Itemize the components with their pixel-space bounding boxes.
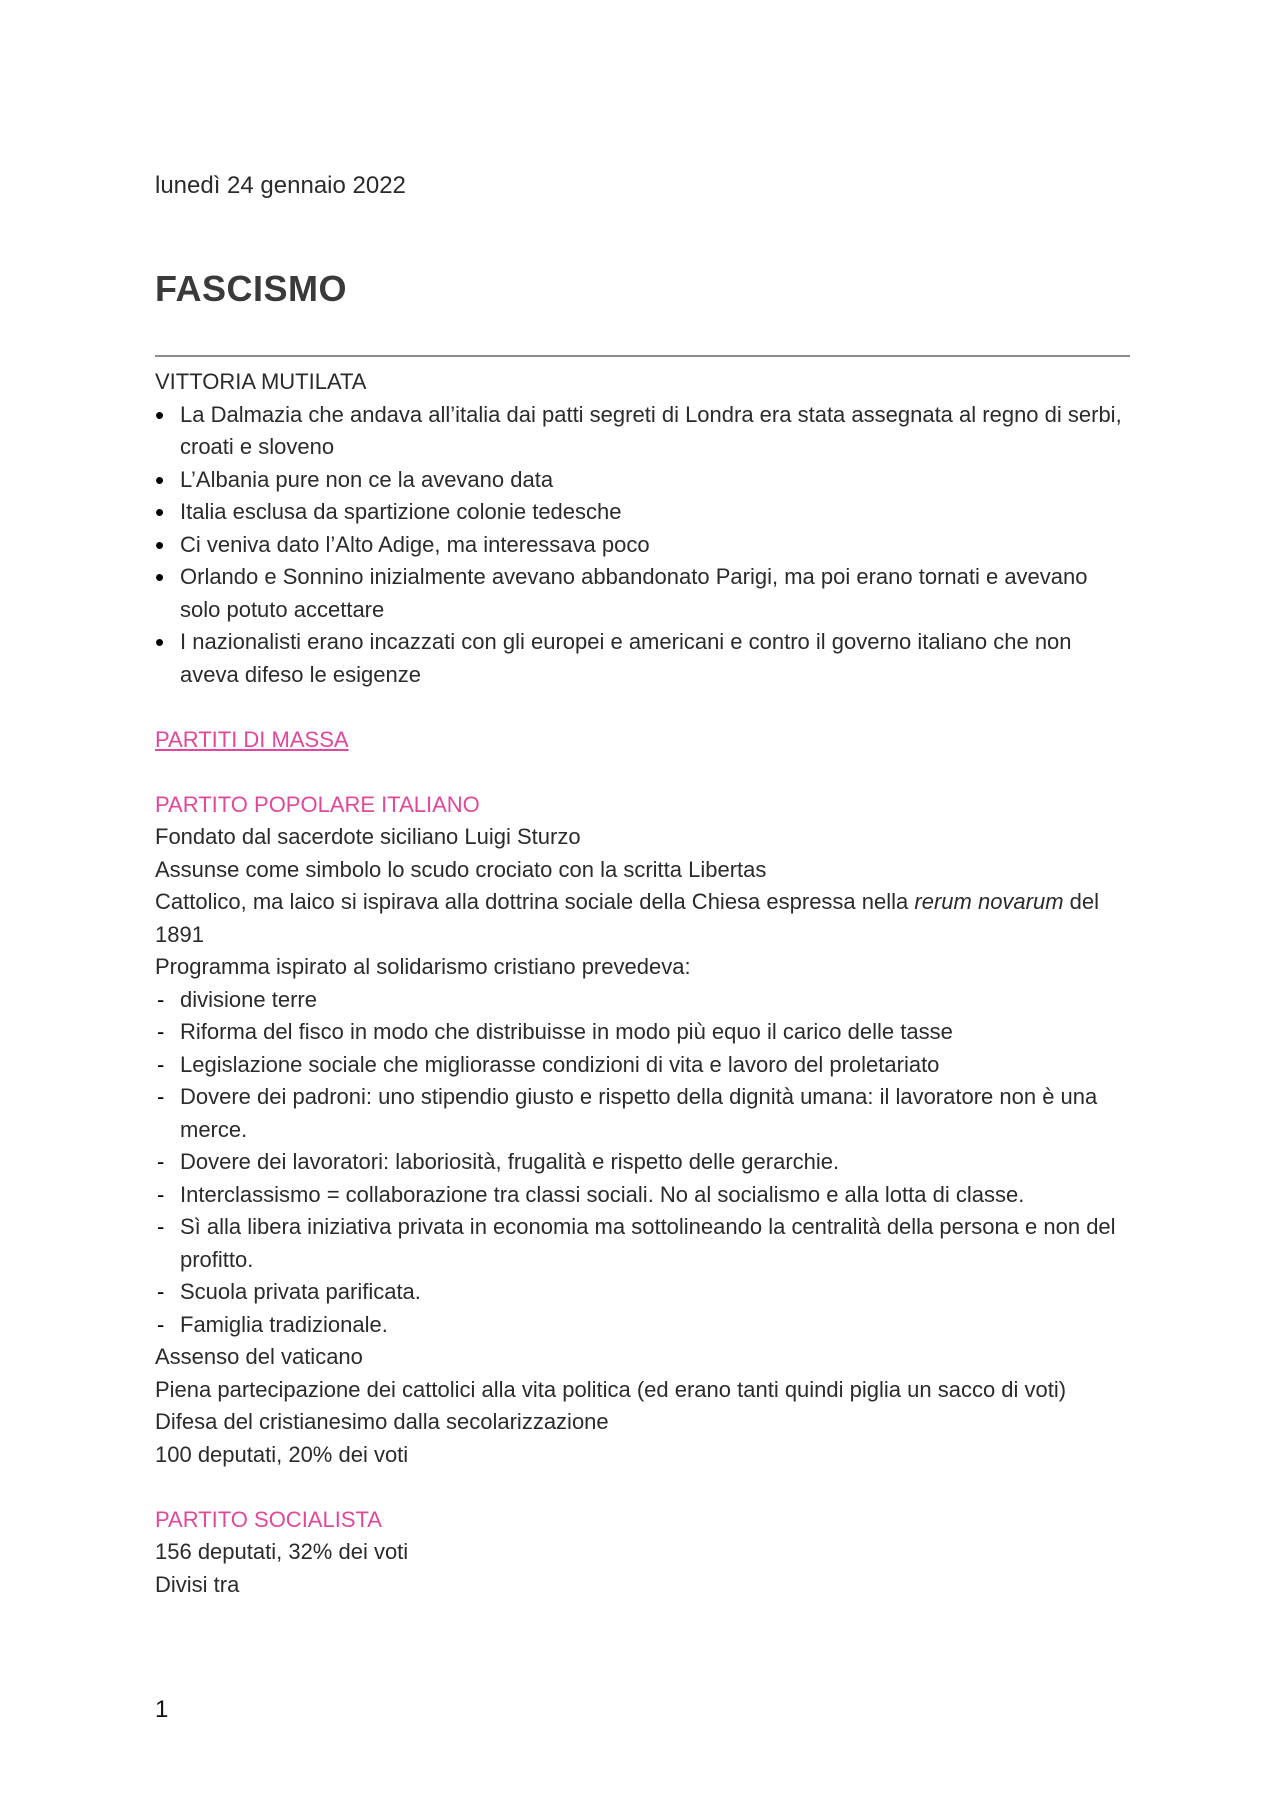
ppi-line: Piena partecipazione dei cattolici alla vita politica (ed erano tanti quindi piglia un sacco di voti) [155, 1376, 1067, 1402]
spacer [155, 1471, 1130, 1504]
list-item: • Ci veniva dato l’Alto Adige, ma interessava poco [155, 529, 1130, 562]
list-item: • L’Albania pure non ce la avevano data [155, 464, 1130, 497]
ppi-line: Assenso del vaticano [155, 1344, 363, 1369]
spacer [155, 691, 1130, 724]
section-heading-ppi: PARTITO POPOLARE ITALIANO [155, 791, 480, 817]
vittoria-mutilata-list [155, 399, 1130, 692]
list-item: • Orlando e Sonnino inizialmente avevano abbandonato Parigi, ma poi erano tornati e avevano solo potuto accettare [155, 561, 1130, 626]
list-item: - Legislazione sociale che migliorasse condizioni di vita e lavoro del proletariato [155, 1049, 1130, 1082]
ppi-line: 100 deputati, 20% dei voti [155, 1441, 409, 1467]
document-date: lunedì 24 gennaio 2022 [155, 172, 406, 199]
section-heading-vittoria-mutilata: VITTORIA MUTILATA [155, 369, 367, 394]
list-item: - Dovere dei padroni: uno stipendio giusto e rispetto della dignità umana: il lavoratore non è una merce. [155, 1081, 1130, 1146]
ppi-line: Programma ispirato al solidarismo cristiano prevedeva: [155, 954, 691, 979]
psi-line: 156 deputati, 32% dei voti [155, 1539, 409, 1564]
psi-line: Divisi tra [155, 1571, 240, 1597]
ppi-italic-text: rerum novarum [914, 889, 1064, 914]
ppi-line: Difesa del cristianesimo dalla secolarizzazione [155, 1409, 609, 1434]
ppi-program-list [155, 984, 1130, 1342]
section-heading-psi: PARTITO SOCIALISTA [155, 1506, 382, 1532]
list-item: - Scuola privata parificata. [155, 1276, 1130, 1309]
list-item: - divisione terre [155, 984, 1130, 1017]
title-divider [155, 355, 1130, 357]
list-item: • Italia esclusa da spartizione colonie tedesche [155, 496, 1130, 529]
ppi-line [155, 886, 1130, 951]
ppi-text: Cattolico, ma laico si ispirava alla dottrina sociale della Chiesa espressa nella [155, 889, 915, 914]
ppi-text: del 1891 [155, 889, 1100, 947]
list-item: - Riforma del fisco in modo che distribuisse in modo più equo il carico delle tasse [155, 1016, 1130, 1049]
list-item: - Sì alla libera iniziativa privata in economia ma sottolineando la centralità della persona e non del profitto. [155, 1211, 1130, 1276]
page-title: FASCISMO [155, 268, 348, 309]
list-item: - Famiglia tradizionale. [155, 1309, 1130, 1342]
list-item: • La Dalmazia che andava all’italia dai patti segreti di Londra era stata assegnata al regno di serbi, croati e sloveno [155, 399, 1130, 464]
list-item: • I nazionalisti erano incazzati con gli europei e americani e contro il governo italiano che non aveva difeso le esigenze [155, 626, 1130, 691]
ppi-line: Assunse come simbolo lo scudo crociato con la scritta Libertas [155, 856, 767, 882]
section-heading-partiti-di-massa: PARTITI DI MASSA [155, 726, 349, 752]
spacer [155, 756, 1130, 789]
page-number: 1 [155, 1696, 169, 1723]
ppi-line: Fondato dal sacerdote siciliano Luigi Sturzo [155, 824, 581, 849]
document-body [155, 366, 1130, 1601]
list-item: - Interclassismo = collaborazione tra classi sociali. No al socialismo e alla lotta di classe. [155, 1179, 1130, 1212]
list-item: - Dovere dei lavoratori: laboriosità, frugalità e rispetto delle gerarchie. [155, 1146, 1130, 1179]
